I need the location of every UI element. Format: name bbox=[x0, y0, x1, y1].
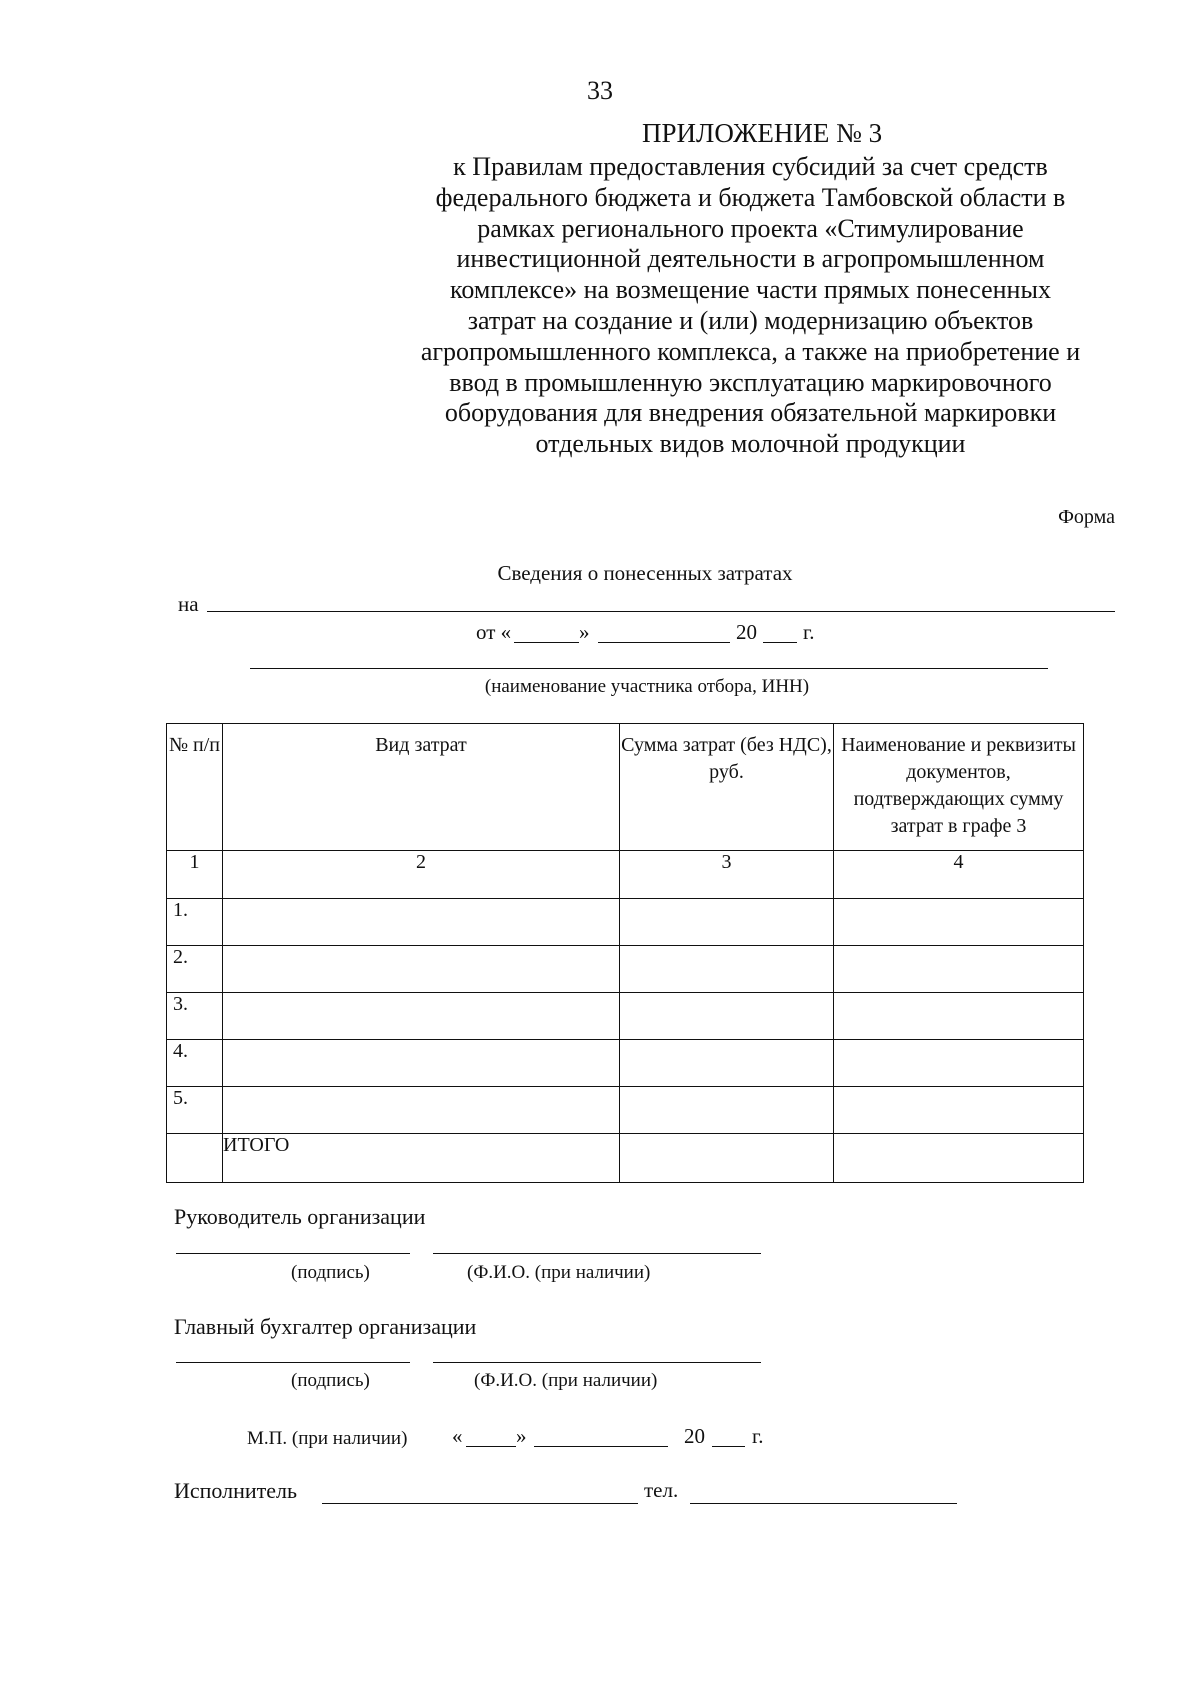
sign-quote-close: » bbox=[516, 1424, 527, 1448]
month-line[interactable] bbox=[598, 642, 730, 643]
head-signature-line[interactable] bbox=[176, 1253, 410, 1254]
column-number-row bbox=[167, 851, 1084, 899]
appendix-line: к Правилам предоставления субсидий за счет средств bbox=[453, 152, 1048, 181]
appendix-line: ввод в промышленную эксплуатацию маркировочного bbox=[449, 367, 1052, 397]
quote-close: » bbox=[579, 620, 590, 644]
sign-quote-open: « bbox=[452, 1424, 463, 1448]
row-number: 4. bbox=[167, 1040, 223, 1087]
table-row bbox=[167, 1087, 1084, 1134]
header-cell bbox=[167, 724, 223, 851]
appendix-title: ПРИЛОЖЕНИЕ № 3 bbox=[642, 118, 883, 148]
documents-cell[interactable] bbox=[834, 1040, 1084, 1087]
head-name-line[interactable] bbox=[433, 1253, 761, 1254]
participant-line[interactable] bbox=[250, 668, 1048, 669]
accountant-title: Главный бухгалтер организации bbox=[174, 1314, 477, 1339]
on-label: на bbox=[178, 592, 199, 616]
header-cell bbox=[834, 724, 1084, 851]
table-header-row bbox=[167, 724, 1084, 851]
executor-label: Исполнитель bbox=[174, 1478, 298, 1503]
column-number: 4 bbox=[834, 851, 1084, 899]
total-number-cell bbox=[167, 1134, 223, 1183]
appendix-description bbox=[383, 152, 1118, 460]
amount-cell[interactable] bbox=[620, 899, 834, 946]
cost-type-cell[interactable] bbox=[223, 1087, 620, 1134]
appendix-line: агропромышленного комплекса, а также на приобретение и bbox=[420, 336, 1081, 366]
header-documents: Наименование и реквизиты документов, подтверждающих сумму затрат в графе 3 bbox=[841, 734, 1076, 837]
table-row bbox=[167, 993, 1084, 1040]
head-signature-caption: (подпись) bbox=[291, 1262, 370, 1283]
day-line[interactable] bbox=[514, 642, 579, 643]
total-label: ИТОГО bbox=[223, 1134, 620, 1183]
header-cell bbox=[223, 724, 620, 851]
executor-line[interactable] bbox=[322, 1503, 638, 1504]
row-number: 5. bbox=[167, 1087, 223, 1134]
appendix-line: оборудования для внедрения обязательной маркировки bbox=[444, 398, 1057, 428]
purpose-line[interactable] bbox=[207, 611, 1115, 612]
amount-cell[interactable] bbox=[620, 993, 834, 1040]
total-amount-cell[interactable] bbox=[620, 1134, 834, 1183]
stamp-label: М.П. (при наличии) bbox=[247, 1428, 408, 1449]
accountant-signature-line[interactable] bbox=[176, 1362, 410, 1363]
table-row bbox=[167, 899, 1084, 946]
page-number: 33 bbox=[587, 76, 613, 105]
participant-caption: (наименование участника отбора, ИНН) bbox=[484, 676, 810, 697]
appendix-line: отдельных видов молочной продукции bbox=[535, 429, 966, 459]
phone-line[interactable] bbox=[690, 1503, 957, 1504]
table-row bbox=[167, 946, 1084, 993]
row-number: 3. bbox=[167, 993, 223, 1040]
total-row bbox=[167, 1134, 1084, 1183]
cost-type-cell[interactable] bbox=[223, 1040, 620, 1087]
head-title: Руководитель организации bbox=[174, 1204, 426, 1229]
accountant-name-line[interactable] bbox=[433, 1362, 761, 1363]
header-cost-type: Вид затрат bbox=[375, 734, 467, 756]
appendix-line: комплексе» на возмещение части прямых понесенных bbox=[450, 275, 1051, 305]
appendix-line: затрат на создание и (или) модернизацию объектов bbox=[467, 305, 1034, 335]
documents-cell[interactable] bbox=[834, 899, 1084, 946]
accountant-name-caption: (Ф.И.О. (при наличии) bbox=[474, 1370, 658, 1391]
costs-table bbox=[166, 723, 1084, 1183]
date-from-label: от « bbox=[476, 620, 512, 644]
documents-cell[interactable] bbox=[834, 993, 1084, 1040]
appendix-line: рамках регионального проекта «Стимулирование bbox=[477, 213, 1024, 243]
appendix-line: федерального бюджета и бюджета Тамбовской области в bbox=[435, 182, 1066, 212]
sign-year-suffix: г. bbox=[752, 1424, 764, 1448]
cost-type-cell[interactable] bbox=[223, 993, 620, 1040]
year-prefix: 20 bbox=[736, 620, 757, 644]
cost-type-cell[interactable] bbox=[223, 899, 620, 946]
documents-cell[interactable] bbox=[834, 946, 1084, 993]
header-cell bbox=[620, 724, 834, 851]
form-label: Форма bbox=[1058, 506, 1115, 528]
total-documents-cell[interactable] bbox=[834, 1134, 1084, 1183]
header-amount: Сумма затрат (без НДС), руб. bbox=[621, 734, 832, 783]
column-number: 2 bbox=[223, 851, 620, 899]
documents-cell[interactable] bbox=[834, 1087, 1084, 1134]
doc-title: Сведения о понесенных затратах bbox=[497, 561, 793, 585]
row-number: 2. bbox=[167, 946, 223, 993]
sign-month-line[interactable] bbox=[534, 1446, 668, 1447]
header-number: № п/п bbox=[168, 734, 221, 756]
amount-cell[interactable] bbox=[620, 1040, 834, 1087]
head-name-caption: (Ф.И.О. (при наличии) bbox=[467, 1262, 651, 1283]
accountant-signature-caption: (подпись) bbox=[291, 1370, 370, 1391]
phone-label: тел. bbox=[644, 1478, 679, 1502]
amount-cell[interactable] bbox=[620, 1087, 834, 1134]
appendix-line: инвестиционной деятельности в агропромышленном bbox=[456, 244, 1045, 274]
column-number: 1 bbox=[167, 851, 223, 899]
year-line[interactable] bbox=[763, 642, 797, 643]
sign-year-prefix: 20 bbox=[684, 1424, 705, 1448]
column-number: 3 bbox=[620, 851, 834, 899]
sign-year-line[interactable] bbox=[712, 1446, 745, 1447]
amount-cell[interactable] bbox=[620, 946, 834, 993]
cost-type-cell[interactable] bbox=[223, 946, 620, 993]
sign-day-line[interactable] bbox=[466, 1446, 516, 1447]
table-row bbox=[167, 1040, 1084, 1087]
year-suffix: г. bbox=[803, 620, 815, 644]
row-number: 1. bbox=[167, 899, 223, 946]
